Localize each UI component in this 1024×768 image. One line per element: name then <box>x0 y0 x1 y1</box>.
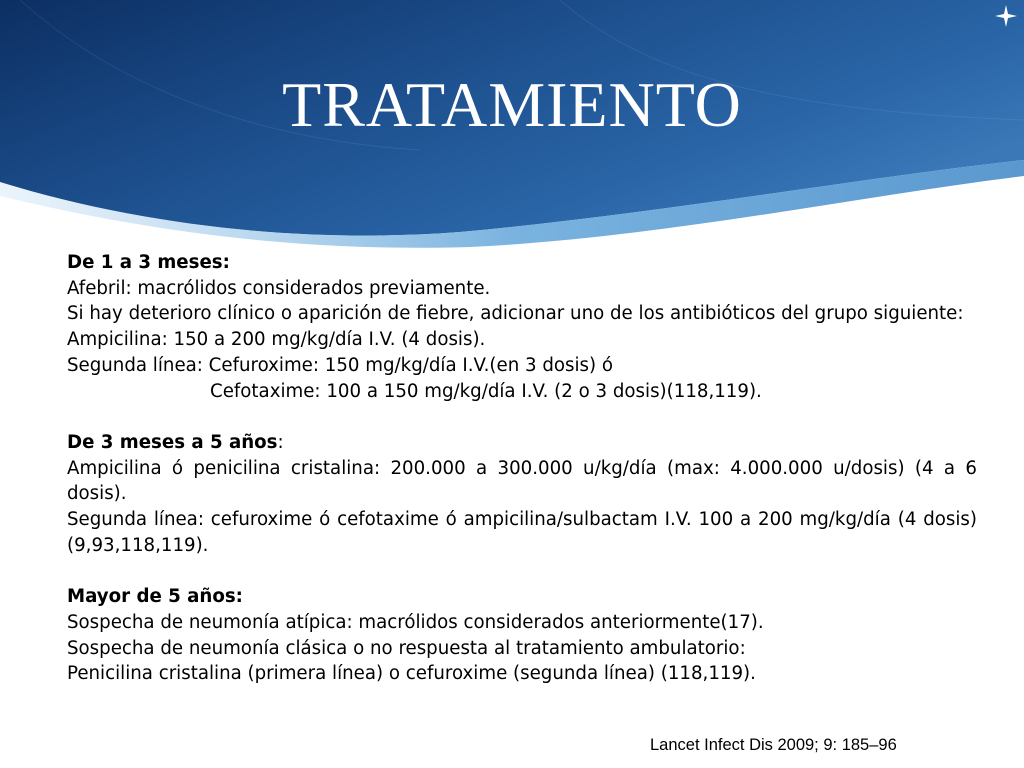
text-line: Afebril: macrólidos considerados previamente. <box>67 277 491 299</box>
text-line: Sospecha de neumonía atípica: macrólidos considerados anteriormente(17). <box>67 611 764 633</box>
text-line: Segunda línea: cefuroxime ó cefotaxime ó ampicilina/sulbactam I.V. 100 a 200 mg/kg/día (4 dosis) (9,93,118,119). <box>67 509 977 556</box>
slide-title: TRATAMIENTO <box>282 69 742 140</box>
heading-suffix: : <box>277 431 284 453</box>
star-icon <box>994 4 1018 28</box>
citation: Lancet Infect Dis 2009; 9: 185–96 <box>650 736 897 754</box>
text-line: Ampicilina: 150 a 200 mg/kg/día I.V. (4 dosis). <box>67 329 486 351</box>
spacer <box>67 404 977 430</box>
text-line: Sospecha de neumonía clásica o no respuesta al tratamiento ambulatorio: <box>67 637 746 659</box>
treatment-content <box>67 250 977 687</box>
text-line: Segunda línea: Cefuroxime: 150 mg/kg/día I.V.(en 3 dosis) ó <box>67 354 614 376</box>
text-line: Penicilina cristalina (primera línea) o cefuroxime (segunda línea) (118,119). <box>67 663 756 685</box>
section-heading-mayor-5-anos: Mayor de 5 años: <box>67 586 243 608</box>
section-heading-text: De 3 meses a 5 años <box>67 431 278 453</box>
text-line: Ampicilina ó penicilina cristalina: 200.000 a 300.000 u/kg/día (max: 4.000.000 u/dosis) (4 a 6 dosis). <box>67 457 977 505</box>
section-heading-1-3-meses: De 1 a 3 meses: <box>67 252 230 273</box>
text-line: Cefotaxime: 100 a 150 mg/kg/día I.V. (2 o 3 dosis)(118,119). <box>210 380 762 402</box>
section-heading-3-meses-5-anos <box>67 430 977 456</box>
text-line: Si hay deterioro clínico o aparición de fiebre, adicionar uno de los antibióticos del grupo siguiente: <box>67 303 964 325</box>
spacer <box>67 558 977 584</box>
